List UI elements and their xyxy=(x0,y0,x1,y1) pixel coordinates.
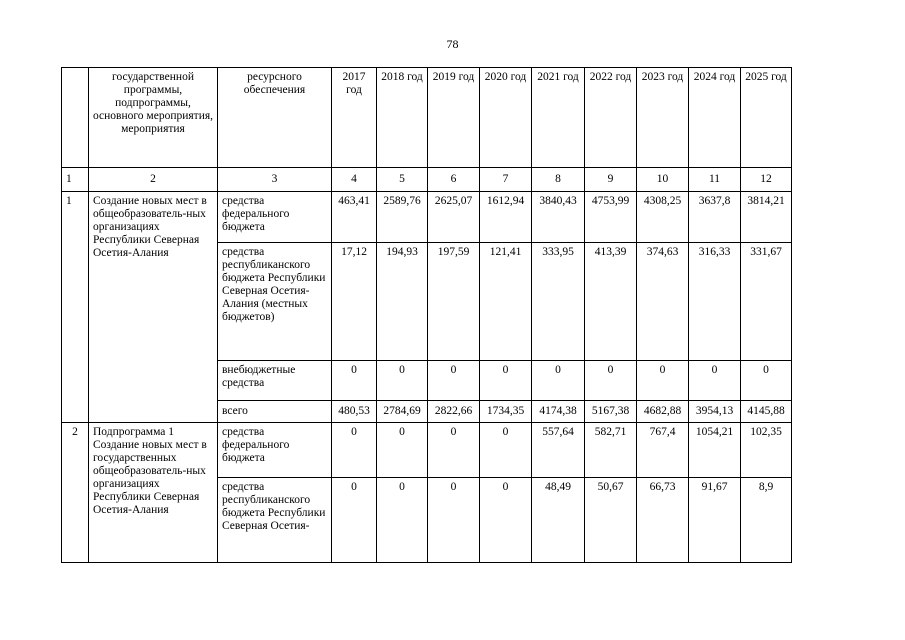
value-cell: 0 xyxy=(689,361,741,401)
value-cell: 0 xyxy=(532,361,585,401)
program-name: Подпрограмма 1 Создание новых мест в государственных общеобразователь-ных организациях Республики Северная Осетия-Алания xyxy=(89,423,218,563)
header-cell-year: 2024 год xyxy=(689,68,741,168)
value-cell: 66,73 xyxy=(637,478,689,563)
column-index-row xyxy=(62,168,792,192)
value-cell: 557,64 xyxy=(532,423,585,478)
table-row xyxy=(62,192,792,243)
value-cell: 1734,35 xyxy=(480,401,532,423)
value-cell: 0 xyxy=(480,478,532,563)
value-cell: 4174,38 xyxy=(532,401,585,423)
index-cell: 11 xyxy=(689,168,741,192)
value-cell: 0 xyxy=(332,423,377,478)
header-cell-num xyxy=(62,68,89,168)
page-number: 78 xyxy=(446,37,459,51)
funding-source: средства республиканского бюджета Республики Северная Осетия- xyxy=(218,478,332,563)
header-cell-year: 2021 год xyxy=(532,68,585,168)
row-number: 1 xyxy=(62,192,89,423)
funding-source: средства федерального бюджета xyxy=(218,192,332,243)
value-cell: 0 xyxy=(332,361,377,401)
value-cell: 2625,07 xyxy=(428,192,480,243)
value-cell: 480,53 xyxy=(332,401,377,423)
header-cell-name: государственной программы, подпрограммы, основного мероприятия, мероприятия xyxy=(89,68,218,168)
funding-source: средства федерального бюджета xyxy=(218,423,332,478)
value-cell: 582,71 xyxy=(585,423,637,478)
value-cell: 194,93 xyxy=(377,243,428,361)
value-cell: 5167,38 xyxy=(585,401,637,423)
value-cell: 50,67 xyxy=(585,478,637,563)
value-cell: 374,63 xyxy=(637,243,689,361)
value-cell: 463,41 xyxy=(332,192,377,243)
value-cell: 0 xyxy=(428,423,480,478)
value-cell: 767,4 xyxy=(637,423,689,478)
index-cell: 7 xyxy=(480,168,532,192)
index-cell: 8 xyxy=(532,168,585,192)
value-cell: 1612,94 xyxy=(480,192,532,243)
value-cell: 0 xyxy=(637,361,689,401)
value-cell: 48,49 xyxy=(532,478,585,563)
value-cell: 331,67 xyxy=(741,243,792,361)
value-cell: 0 xyxy=(741,361,792,401)
index-cell: 5 xyxy=(377,168,428,192)
header-cell-year: 2022 год xyxy=(585,68,637,168)
header-cell-year: 2023 год xyxy=(637,68,689,168)
value-cell: 4308,25 xyxy=(637,192,689,243)
row-number: 2 xyxy=(62,423,89,563)
value-cell: 333,95 xyxy=(532,243,585,361)
header-cell-year: 2019 год xyxy=(428,68,480,168)
funding-source: средства республиканского бюджета Республики Северная Осетия-Алания (местных бюджетов) xyxy=(218,243,332,361)
table-header-row xyxy=(62,68,792,168)
value-cell: 3814,21 xyxy=(741,192,792,243)
value-cell: 4145,88 xyxy=(741,401,792,423)
value-cell: 1054,21 xyxy=(689,423,741,478)
index-cell: 1 xyxy=(62,168,89,192)
value-cell: 4753,99 xyxy=(585,192,637,243)
index-cell: 2 xyxy=(89,168,218,192)
value-cell: 4682,88 xyxy=(637,401,689,423)
resource-table xyxy=(61,67,792,563)
value-cell: 316,33 xyxy=(689,243,741,361)
value-cell: 2589,76 xyxy=(377,192,428,243)
value-cell: 121,41 xyxy=(480,243,532,361)
index-cell: 4 xyxy=(332,168,377,192)
value-cell: 102,35 xyxy=(741,423,792,478)
index-cell: 6 xyxy=(428,168,480,192)
funding-source: внебюджетные средства xyxy=(218,361,332,401)
value-cell: 3840,43 xyxy=(532,192,585,243)
value-cell: 0 xyxy=(428,361,480,401)
value-cell: 0 xyxy=(480,361,532,401)
value-cell: 0 xyxy=(585,361,637,401)
value-cell: 0 xyxy=(428,478,480,563)
header-cell-year: 2020 год xyxy=(480,68,532,168)
header-cell-source: ресурсного обеспечения xyxy=(218,68,332,168)
index-cell: 3 xyxy=(218,168,332,192)
value-cell: 2822,66 xyxy=(428,401,480,423)
header-cell-year: 2017 год xyxy=(332,68,377,168)
value-cell: 0 xyxy=(377,361,428,401)
value-cell: 3954,13 xyxy=(689,401,741,423)
index-cell: 10 xyxy=(637,168,689,192)
header-cell-year: 2018 год xyxy=(377,68,428,168)
value-cell: 17,12 xyxy=(332,243,377,361)
value-cell: 0 xyxy=(377,423,428,478)
index-cell: 9 xyxy=(585,168,637,192)
value-cell: 197,59 xyxy=(428,243,480,361)
table-row xyxy=(62,423,792,478)
value-cell: 91,67 xyxy=(689,478,741,563)
value-cell: 2784,69 xyxy=(377,401,428,423)
value-cell: 8,9 xyxy=(741,478,792,563)
value-cell: 0 xyxy=(480,423,532,478)
value-cell: 3637,8 xyxy=(689,192,741,243)
funding-source: всего xyxy=(218,401,332,423)
header-cell-year: 2025 год xyxy=(741,68,792,168)
value-cell: 0 xyxy=(332,478,377,563)
program-name: Создание новых мест в общеобразователь-ных организациях Республики Северная Осетия-Алания xyxy=(89,192,218,423)
value-cell: 0 xyxy=(377,478,428,563)
index-cell: 12 xyxy=(741,168,792,192)
value-cell: 413,39 xyxy=(585,243,637,361)
